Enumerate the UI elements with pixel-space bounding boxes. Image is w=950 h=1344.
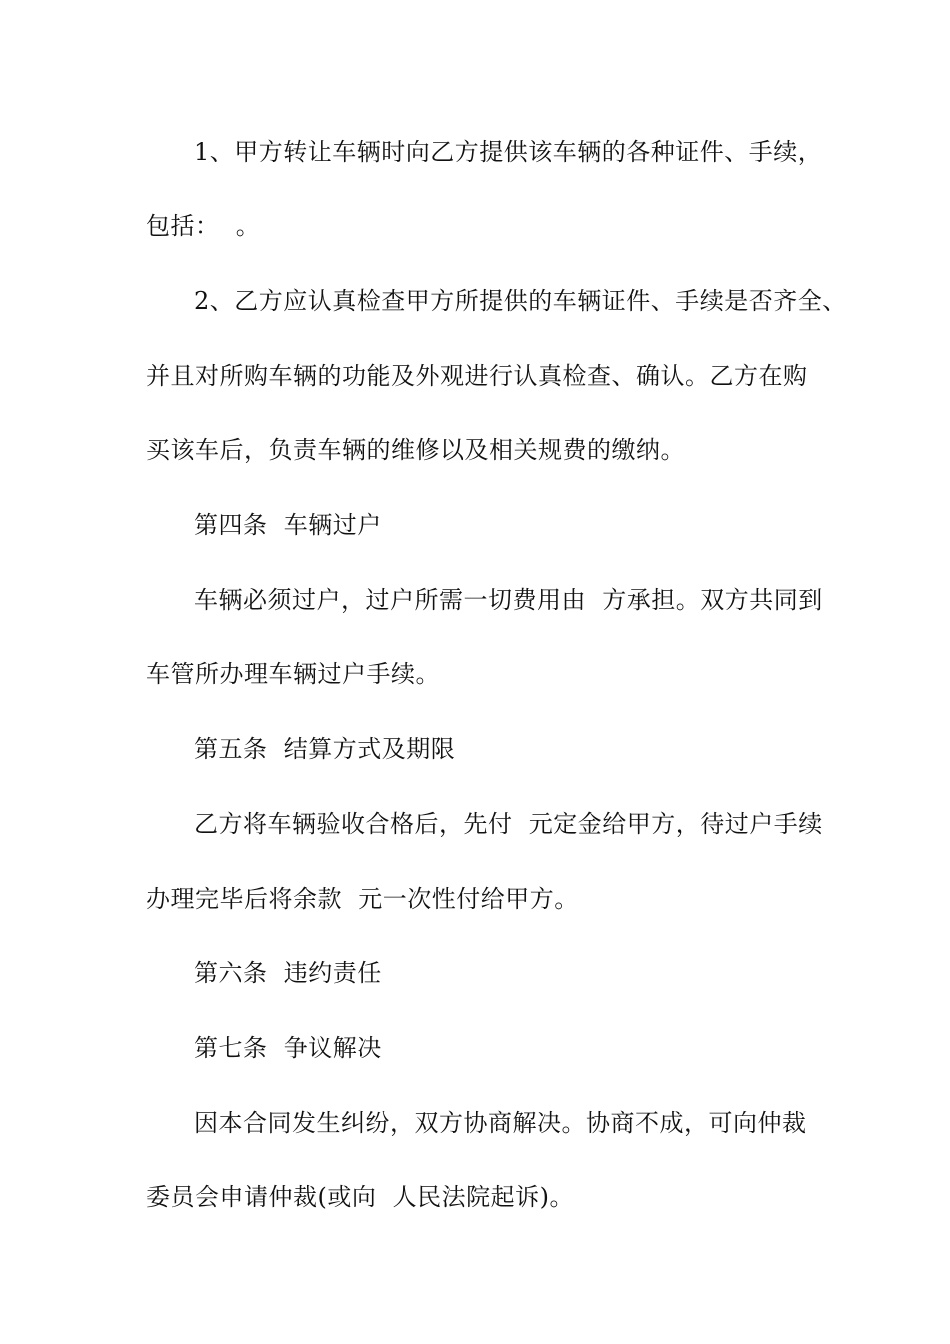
article-4-text-line-2: 车管所办理车辆过户手续。	[146, 660, 440, 688]
clause-2-line-3: 买该车后，负责车辆的维修以及相关规费的缴纳。	[146, 436, 685, 464]
article-4-heading: 第四条 车辆过户	[194, 511, 382, 539]
article-5-heading: 第五条 结算方式及期限	[194, 735, 456, 763]
clause-2-line-2: 并且对所购车辆的功能及外观进行认真检查、确认。乙方在购	[146, 362, 808, 390]
article-7-heading: 第七条 争议解决	[194, 1034, 382, 1062]
article-5-text-line-1: 乙方将车辆验收合格后，先付 元定金给甲方，待过户手续	[194, 810, 823, 838]
clause-1-line-1: 1、甲方转让车辆时向乙方提供该车辆的各种证件、手续，	[194, 138, 823, 166]
article-6-heading: 第六条 违约责任	[194, 959, 382, 987]
clause-2-line-1: 2、乙方应认真检查甲方所提供的车辆证件、手续是否齐全、	[194, 287, 847, 315]
article-7-text-line-2: 委员会申请仲裁(或向 人民法院起诉)。	[146, 1183, 574, 1211]
clause-1-line-2: 包括： 。	[146, 212, 261, 240]
article-4-text-line-1: 车辆必须过户，过户所需一切费用由 方承担。双方共同到	[194, 586, 823, 614]
article-7-text-line-1: 因本合同发生纠纷，双方协商解决。协商不成，可向仲裁	[194, 1109, 807, 1137]
article-5-text-line-2: 办理完毕后将余款 元一次性付给甲方。	[146, 885, 579, 913]
